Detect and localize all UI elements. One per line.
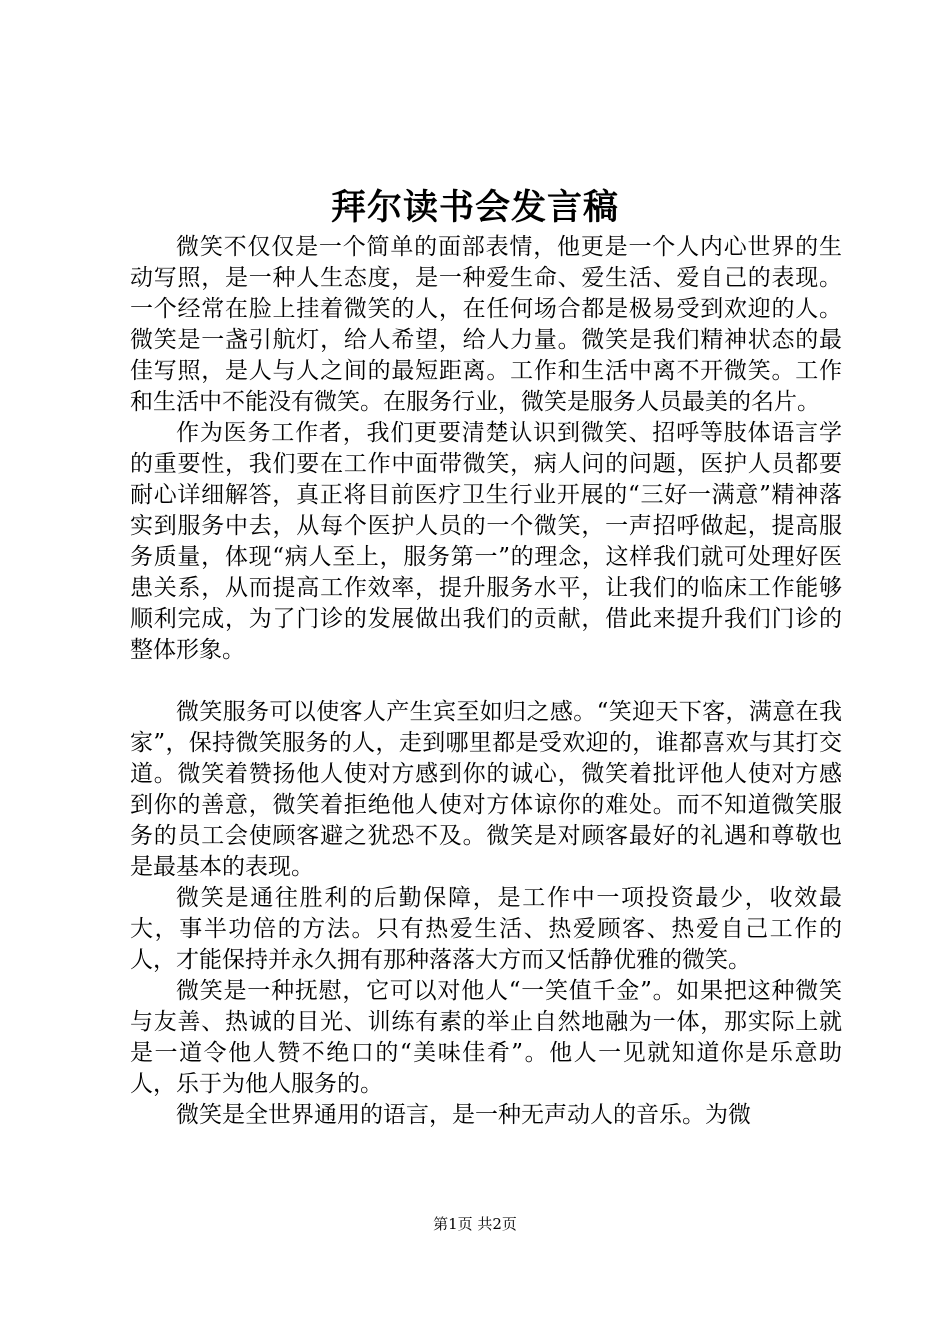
paragraph-4: 微笑是通往胜利的后勤保障，是工作中一项投资最少，收效最大，事半功倍的方法。只有热爱生活、热爱顾客、热爱自己工作的人，才能保持并永久拥有那种落落大方而又恬静优雅的微笑。 (130, 885, 842, 973)
paragraph-5: 微笑是一种抚慰，它可以对他人“一笑值千金”。如果把这种微笑与友善、热诚的目光、训练有素的举止自然地融为一体，那实际上就是一道令他人赞不绝口的“美味佳肴”。他人一见就知道你是乐意助人，乐于为他人服务的。 (130, 978, 842, 1097)
paragraph-6: 微笑是全世界通用的语言，是一种无声动人的音乐。为微 (176, 1102, 751, 1128)
paragraph-spacer (130, 666, 842, 697)
paragraph-1: 微笑不仅仅是一个简单的面部表情，他更是一个人内心世界的生动写照，是一种人生态度，是一种爱生命、爱生活、爱自己的表现。一个经常在脸上挂着微笑的人，在任何场合都是极易受到欢迎的人。微笑是一盏引航灯，给人希望，给人力量。微笑是我们精神状态的最佳写照，是人与人之间的最短距离。工作和生活中离不开微笑。工作和生活中不能没有微笑。在服务行业，微笑是服务人员最美的名片。 (130, 234, 842, 415)
page-number-footer: 第1页 共2页 (433, 1215, 517, 1233)
paragraph-3: 微笑服务可以使客人产生宾至如归之感。“笑迎天下客，满意在我家”，保持微笑服务的人，走到哪里都是受欢迎的，谁都喜欢与其打交道。微笑着赞扬他人使对方感到你的诚心，微笑着批评他人使对方感到你的善意，微笑着拒绝他人使对方体谅你的难处。而不知道微笑服务的员工会使顾客避之犹恐不及。微笑是对顾客最好的礼遇和尊敬也是最基本的表现。 (130, 699, 842, 880)
document-body (130, 232, 842, 1131)
document-title: 拜尔读书会发言稿 (330, 187, 619, 228)
paragraph-2: 作为医务工作者，我们更要清楚认识到微笑、招呼等肢体语言学的重要性，我们要在工作中面带微笑，病人问的问题，医护人员都要耐心详细解答，真正将目前医疗卫生行业开展的“三好一满意”精神落实到服务中去，从每个医护人员的一个微笑，一声招呼做起，提高服务质量，体现“病人至上，服务第一”的理念，这样我们就可处理好医患关系，从而提高工作效率，提升服务水平，让我们的临床工作能够顺利完成，为了门诊的发展做出我们的贡献，借此来提升我们门诊的整体形象。 (130, 420, 842, 663)
